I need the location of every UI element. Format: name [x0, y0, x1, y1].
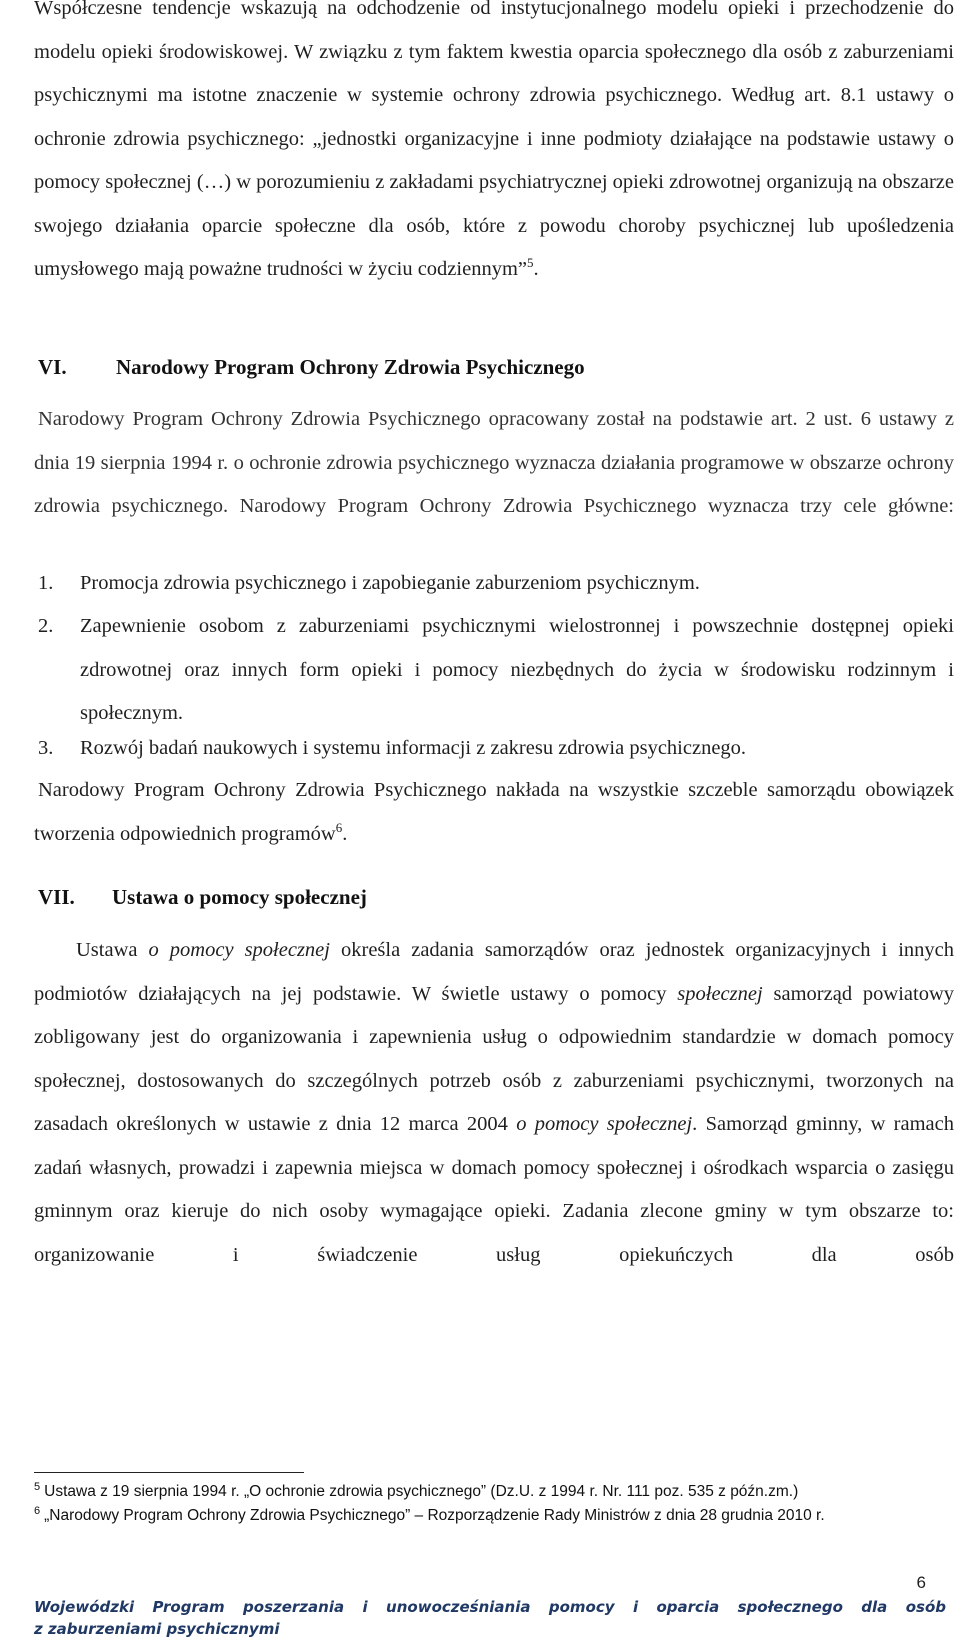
footnote-text: Ustawa z 19 sierpnia 1994 r. „O ochronie zdrowia psychicznego” (Dz.U. z 1994 r. Nr. 111 poz. 535 z późn.zm.) — [44, 1483, 799, 1500]
section-number: VII. — [38, 885, 75, 909]
running-footer-line-1: Wojewódzki Program poszerzania i unowocześniania pomocy i oparcia społecznego dla osób — [34, 1598, 946, 1616]
paragraph-intro-text: Współczesne tendencje wskazują na odchodzenie od instytucjonalnego modelu opieki i przechodzenie do modelu opieki środowiskowej. W związku z tym faktem kwestia oparcia społecznego dla osób z zaburzeniami psychicznymi ma istotne znaczenie w systemie ochrony zdrowia psychicznego. Według art. 8.1 ustawy o ochronie zdrowia psychicznego: „jednostki organizacyjne i inne podmioty działające na podstawie ustawy o pomocy społecznej (…) w porozumieniu z zakładami psychiatrycznej opieki zdrowotnej organizują na obszarze swojego działania oparcie społeczne dla osób, które z powodu choroby psychicznej lub upośledzenia umysłowego mają poważne trudności w życiu codziennym” — [34, 0, 954, 280]
italic-act-name: o pomocy społecznej — [516, 1113, 693, 1135]
section-title: Ustawa o pomocy społecznej — [112, 885, 367, 909]
section-heading-vi — [38, 352, 585, 382]
footnote-ref-6: 6 — [335, 819, 343, 835]
section-vi-intro — [34, 398, 954, 529]
goal-text: Promocja zdrowia psychicznego i zapobieganie zaburzeniom psychicznym. — [80, 572, 700, 594]
goal-text: Rozwój badań naukowych i systemu informacji z zakresu zdrowia psychicznego. — [80, 737, 747, 759]
footnote-text: „Narodowy Program Ochrony Zdrowia Psychicznego” – Rozporządzenie Rady Ministrów z dnia 28 grudnia 2010 r. — [44, 1507, 825, 1524]
italic-act-name: społecznej — [677, 982, 763, 1005]
section-vi-closing-text: Narodowy Program Ochrony Zdrowia Psychicznego nakłada na wszystkie szczeble samorządu obowiązek tworzenia odpowiednich programów — [34, 779, 954, 845]
goal-item-1 — [38, 562, 954, 606]
section-vii-paragraph — [34, 929, 954, 1277]
italic-act-name: o pomocy społecznej — [148, 939, 330, 961]
page-number: 6 — [916, 1573, 926, 1592]
text-run: samorząd powiatowy zobligowany jest do organizowania i zapewnienia usług o odpowiednim standardzie w domach pomocy społecznej, dostosowanych do szczególnych potrzeb osób z zaburzeniami psychicznymi, tworzonych na zasadach określonych w ustawie z dnia 12 marca 2004 — [34, 982, 954, 1135]
footnote-number: 6 — [34, 1504, 41, 1517]
goal-number: 3. — [38, 737, 54, 759]
text-run: Ustawa — [76, 939, 149, 961]
footnote-6 — [34, 1504, 934, 1528]
section-vi-closing — [34, 769, 954, 856]
goal-item-3 — [38, 727, 954, 771]
section-vi-closing-end: . — [342, 822, 348, 845]
goal-number: 2. — [38, 615, 54, 637]
text-run: określa zadania samorządów oraz jednostek organizacyjnych i innych podmiotów działających na jej podstawie. W świetle ustawy o pomocy — [34, 939, 954, 1005]
footnote-separator — [34, 1472, 304, 1473]
section-title: Narodowy Program Ochrony Zdrowia Psychicznego — [116, 355, 585, 379]
section-number: VI. — [38, 355, 67, 379]
goal-text: Zapewnienie osobom z zaburzeniami psychicznymi wielostronnej i powszechnie dostępnej opieki zdrowotnej oraz innych form opieki i pomocy niezbędnych do życia w środowisku rodzinnym i społecznym. — [80, 615, 954, 724]
section-vi-intro-text: Narodowy Program Ochrony Zdrowia Psychicznego opracowany został na podstawie art. 2 ust. 6 ustawy z dnia 19 sierpnia 1994 r. o ochronie zdrowia psychicznego wyznacza działania programowe w obszarze ochrony zdrowia psychicznego. Narodowy Program Ochrony Zdrowia Psychicznego wyznacza trzy cele główne: — [34, 408, 954, 517]
footnote-ref-5: 5 — [527, 255, 534, 271]
running-footer — [34, 1596, 946, 1640]
running-footer-line-2: z zaburzeniami psychicznymi — [34, 1620, 280, 1638]
goal-number: 1. — [38, 572, 54, 594]
footnote-number: 5 — [34, 1480, 41, 1493]
text-run: . Samorząd gminny, w ramach zadań własnych, prowadzi i zapewnia miejsca w domach pomocy społecznej i ośrodkach wsparcia o zasięgu gminnym oraz kieruje do nich osoby wymagające opieki. Zadania zlecone gminy w tym obszarze to: organizowanie i świadczenie usług opiekuńczych dla osób — [34, 1113, 954, 1266]
footnote-5 — [34, 1480, 934, 1504]
goal-item-2 — [38, 605, 954, 736]
paragraph-intro — [34, 0, 954, 292]
section-heading-vii — [38, 882, 367, 912]
paragraph-intro-end: . — [533, 258, 539, 280]
